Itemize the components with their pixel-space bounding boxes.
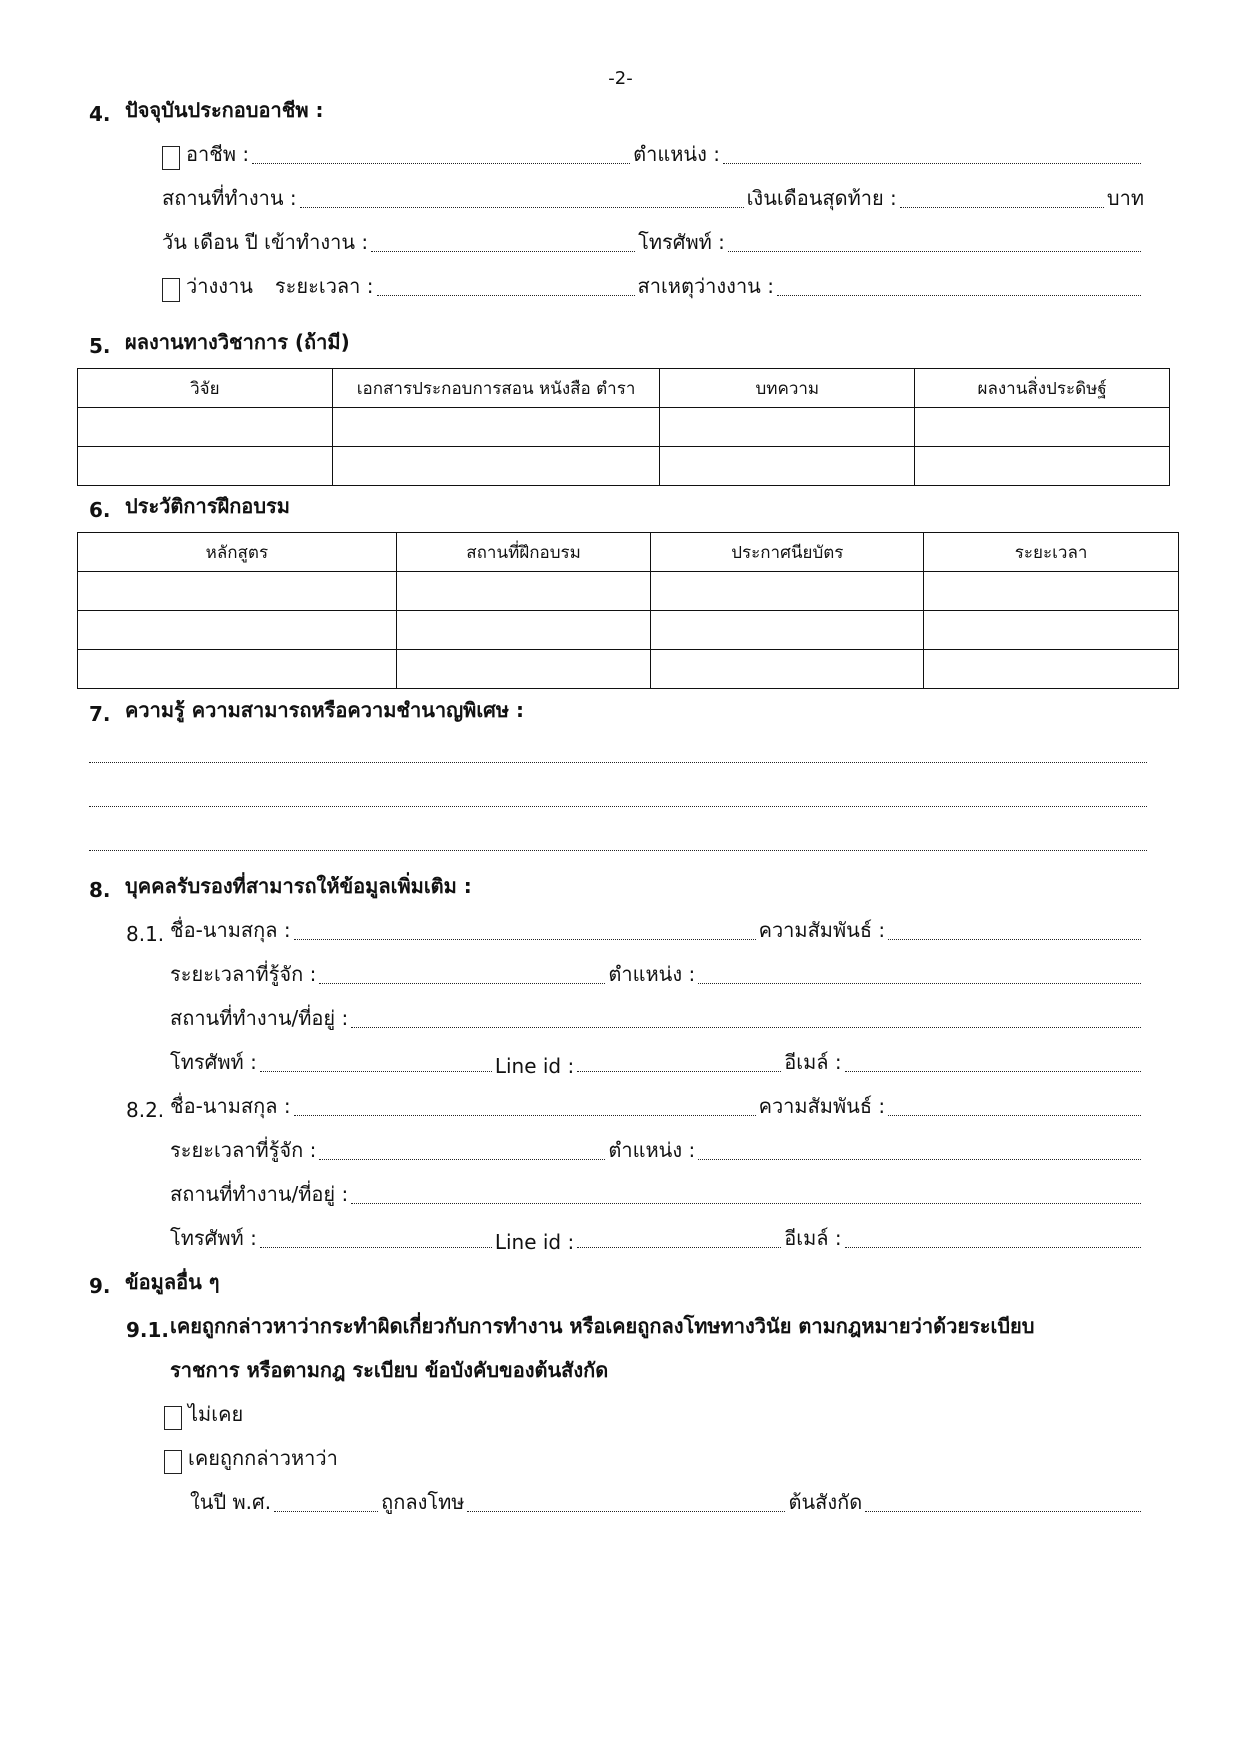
ref2-phone-field[interactable] (260, 1247, 492, 1248)
start-date-label: วัน เดือน ปี เข้าทำงาน : (162, 230, 369, 254)
table-cell[interactable] (651, 572, 924, 611)
question-9-1-text-2: ราชการ หรือตามกฎ ระเบียบ ข้อบังคับของต้นสังกัด (170, 1358, 609, 1382)
ref1-email-field[interactable] (845, 1071, 1141, 1072)
workplace-row (162, 184, 1144, 214)
ref2-number: 8.2. (126, 1098, 165, 1122)
ref2-name-row (126, 1092, 1144, 1122)
duration-label: ระยะเวลา : (274, 274, 374, 298)
ref1-address-row (170, 1004, 1144, 1034)
ref1-position-field[interactable] (698, 983, 1141, 984)
section-4-number: 4. (89, 102, 111, 126)
table-cell[interactable] (332, 447, 660, 486)
year-field[interactable] (274, 1511, 378, 1512)
work-phone-field[interactable] (728, 251, 1141, 252)
table-row (78, 408, 1170, 447)
ref1-address-field[interactable] (351, 1027, 1141, 1028)
question-9-1-number: 9.1. (126, 1318, 170, 1342)
academic-works-table (77, 368, 1170, 486)
punished-field[interactable] (467, 1511, 785, 1512)
table-cell[interactable] (78, 611, 397, 650)
table-cell[interactable] (78, 447, 333, 486)
section-9-title: ข้อมูลอื่น ๆ (125, 1270, 220, 1294)
ref2-position-label: ตำแหน่ง : (608, 1138, 696, 1162)
option-never-row (164, 1400, 243, 1430)
unemployed-row (162, 272, 1144, 302)
ref1-name-field[interactable] (294, 939, 756, 940)
work-phone-label: โทรศัพท์ : (638, 230, 725, 254)
never-checkbox[interactable] (164, 1406, 182, 1430)
option-accused-row (164, 1444, 338, 1474)
table-cell[interactable] (915, 408, 1170, 447)
section-5-heading (89, 328, 350, 358)
ref2-known-row (170, 1136, 1144, 1166)
column-header: บทความ (660, 369, 915, 408)
section-7-title: ความรู้ ความสามารถหรือความชำนาญพิเศษ : (125, 698, 525, 722)
section-9-number: 9. (89, 1274, 111, 1298)
ref2-name-label: ชื่อ-นามสกุล : (170, 1094, 291, 1118)
table-cell[interactable] (651, 611, 924, 650)
table-cell[interactable] (924, 611, 1179, 650)
ref2-relation-field[interactable] (888, 1115, 1141, 1116)
ref2-line-field[interactable] (577, 1247, 781, 1248)
table-cell[interactable] (78, 408, 333, 447)
ref1-address-label: สถานที่ทำงาน/ที่อยู่ : (170, 1006, 349, 1030)
occupation-field[interactable] (252, 163, 630, 164)
section-8-number: 8. (89, 878, 111, 902)
ref2-phone-label: โทรศัพท์ : (170, 1226, 257, 1250)
ref2-email-field[interactable] (845, 1247, 1141, 1248)
table-cell[interactable] (78, 650, 397, 689)
start-date-row (162, 228, 1144, 258)
section-6-title: ประวัติการฝึกอบรม (125, 494, 290, 518)
ref2-relation-label: ความสัมพันธ์ : (758, 1094, 886, 1118)
skills-field-line-1[interactable] (89, 762, 1147, 763)
table-cell[interactable] (660, 408, 915, 447)
workplace-label: สถานที่ทำงาน : (162, 186, 297, 210)
occupation-row (162, 140, 1144, 170)
column-header: ประกาศนียบัตร (651, 533, 924, 572)
ref1-name-label: ชื่อ-นามสกุล : (170, 918, 291, 942)
table-header-row (78, 369, 1170, 408)
reason-label: สาเหตุว่างงาน : (637, 274, 774, 298)
ref1-line-field[interactable] (577, 1071, 781, 1072)
ref2-position-field[interactable] (698, 1159, 1141, 1160)
column-header: เอกสารประกอบการสอน หนังสือ ตำรา (332, 369, 660, 408)
question-9-1-text-1: เคยถูกกล่าวหาว่ากระทำผิดเกี่ยวกับการทำงาน หรือเคยถูกลงโทษทางวินัย ตามกฎหมายว่าด้วยระเบียบ (170, 1314, 1035, 1338)
ref1-relation-label: ความสัมพันธ์ : (758, 918, 886, 942)
table-row (78, 572, 1179, 611)
ref2-name-field[interactable] (294, 1115, 756, 1116)
unemployed-label: ว่างงาน (186, 274, 253, 298)
position-label: ตำแหน่ง : (633, 142, 720, 166)
salary-field[interactable] (900, 207, 1104, 208)
column-header: สถานที่ฝึกอบรม (396, 533, 651, 572)
ref1-number: 8.1. (126, 922, 165, 946)
ref1-line-label: Line id : (494, 1054, 575, 1078)
currency-label: บาท (1106, 186, 1144, 210)
ref1-phone-field[interactable] (260, 1071, 492, 1072)
workplace-field[interactable] (300, 207, 744, 208)
skills-field-line-3[interactable] (89, 850, 1147, 851)
table-cell[interactable] (396, 611, 651, 650)
ref1-contact-row (170, 1048, 1144, 1078)
ref1-phone-label: โทรศัพท์ : (170, 1050, 257, 1074)
salary-label: เงินเดือนสุดท้าย : (746, 186, 897, 210)
section-7-number: 7. (89, 702, 111, 726)
table-cell[interactable] (660, 447, 915, 486)
agency-field[interactable] (865, 1511, 1141, 1512)
ref2-line-label: Line id : (494, 1230, 575, 1254)
section-5-title: ผลงานทางวิชาการ (ถ้ามี) (125, 330, 350, 354)
ref2-known-field[interactable] (319, 1159, 605, 1160)
table-row (78, 611, 1179, 650)
section-4-heading (89, 96, 323, 126)
section-8-heading (89, 872, 472, 902)
position-field[interactable] (723, 163, 1141, 164)
accused-checkbox[interactable] (164, 1450, 182, 1474)
ref2-contact-row (170, 1224, 1144, 1254)
ref1-known-field[interactable] (319, 983, 605, 984)
section-8-title: บุคคลรับรองที่สามารถให้ข้อมูลเพิ่มเติม : (125, 874, 472, 898)
question-9-1-line-2 (170, 1356, 608, 1386)
ref1-name-row (126, 916, 1144, 946)
employed-checkbox[interactable] (162, 146, 180, 170)
ref1-known-row (170, 960, 1144, 990)
section-7-heading (89, 696, 524, 726)
section-6-number: 6. (89, 498, 111, 522)
training-table (77, 532, 1179, 689)
accused-label: เคยถูกกล่าวหาว่า (188, 1446, 338, 1470)
table-cell[interactable] (78, 572, 397, 611)
table-cell[interactable] (651, 650, 924, 689)
start-date-field[interactable] (371, 251, 635, 252)
section-6-heading (89, 492, 290, 522)
skills-field-line-2[interactable] (89, 806, 1147, 807)
occupation-label: อาชีพ : (186, 142, 250, 166)
table-header-row (78, 533, 1179, 572)
ref1-known-label: ระยะเวลาที่รู้จัก : (170, 962, 317, 986)
column-header: หลักสูตร (78, 533, 397, 572)
table-cell[interactable] (924, 572, 1179, 611)
column-header: ผลงานสิ่งประดิษฐ์ (915, 369, 1170, 408)
ref1-position-label: ตำแหน่ง : (608, 962, 696, 986)
section-4-title: ปัจจุบันประกอบอาชีพ : (125, 98, 324, 122)
ref1-relation-field[interactable] (888, 939, 1141, 940)
reason-field[interactable] (777, 295, 1141, 296)
table-row (78, 650, 1179, 689)
section-9-heading (89, 1268, 220, 1298)
accused-details-row (190, 1488, 1144, 1518)
ref2-address-label: สถานที่ทำงาน/ที่อยู่ : (170, 1182, 349, 1206)
question-9-1-line-1 (126, 1312, 1166, 1342)
year-label: ในปี พ.ศ. (190, 1490, 272, 1514)
table-cell[interactable] (915, 447, 1170, 486)
ref1-email-label: อีเมล์ : (784, 1050, 842, 1074)
section-5-number: 5. (89, 334, 111, 358)
column-header: วิจัย (78, 369, 333, 408)
duration-field[interactable] (377, 295, 635, 296)
agency-label: ต้นสังกัด (788, 1490, 863, 1514)
ref2-email-label: อีเมล์ : (784, 1226, 842, 1250)
table-row (78, 447, 1170, 486)
table-cell[interactable] (396, 650, 651, 689)
table-cell[interactable] (332, 408, 660, 447)
unemployed-checkbox[interactable] (162, 278, 180, 302)
ref2-address-field[interactable] (351, 1203, 1141, 1204)
punished-label: ถูกลงโทษ (381, 1490, 465, 1514)
ref2-address-row (170, 1180, 1144, 1210)
ref2-known-label: ระยะเวลาที่รู้จัก : (170, 1138, 317, 1162)
never-label: ไม่เคย (188, 1402, 244, 1426)
table-cell[interactable] (396, 572, 651, 611)
column-header: ระยะเวลา (924, 533, 1179, 572)
table-cell[interactable] (924, 650, 1179, 689)
page-number: -2- (608, 68, 633, 89)
